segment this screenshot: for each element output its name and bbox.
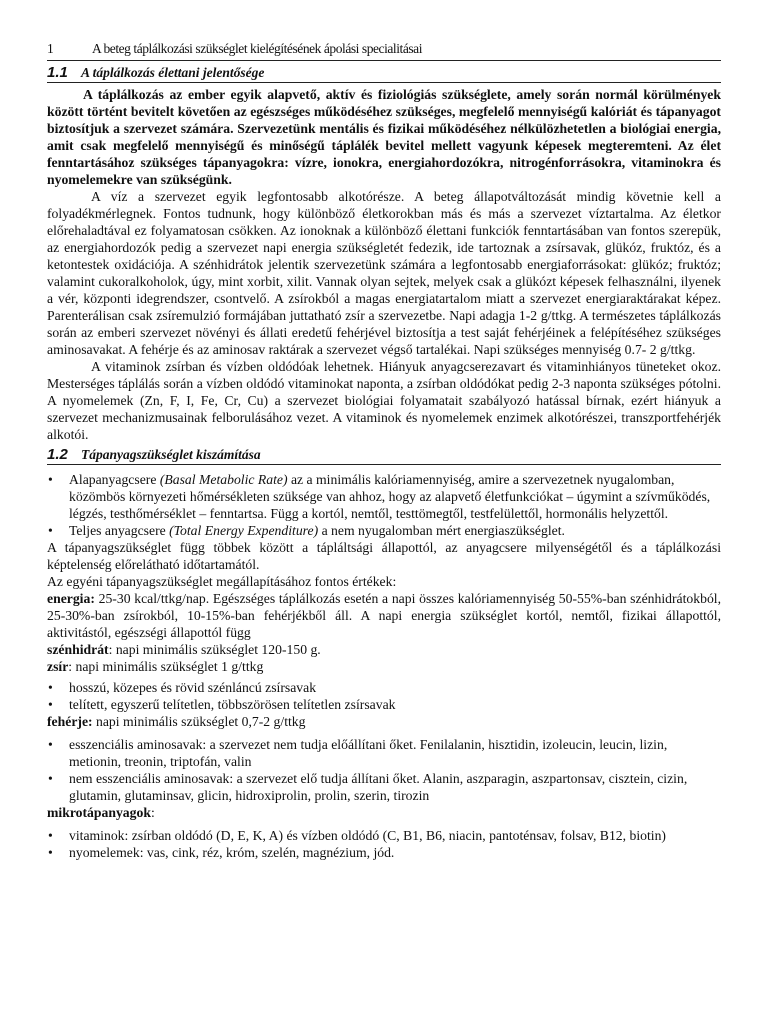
fat-text: : napi minimális szükséglet 1 g/ttkg — [68, 659, 264, 674]
section-heading-1-2 — [47, 443, 721, 464]
protein-line — [47, 713, 721, 730]
micro-list — [47, 827, 721, 861]
list-item: • nem esszenciális aminosavak: a szervezet elő tudja állítani őket. Alanin, aszparagin, aszpartonsav, cisztein, cizin, glutamin, glutaminsav, glicin, hidroxiprolin, prolin, szerin, tirozin — [47, 770, 721, 804]
tee-text: a nem nyugalomban mért energiaszükséglet. — [321, 523, 565, 538]
fat-label: zsír — [47, 659, 69, 674]
micro-colon: : — [150, 805, 155, 820]
fat-line — [47, 658, 721, 675]
micro-line — [47, 804, 721, 821]
document-page — [47, 40, 721, 861]
section-title: Tápanyagszükséglet kiszámítása — [81, 447, 261, 462]
water-paragraph: A víz a szervezet egyik legfontosabb alkotórésze. A beteg állapotváltozását mindig követnie kell a folyadékmérlegnek. Fontos tudnunk, hogy különböző életkorokban más és más a szervezet víztartalma. Az életkor előrehaladtával ez folyamatosan csökken. Az ionoknak a különböző élettani funkciók fenntartásában van fontos szerepük, az energiahordozók pedig a szervezet napi energia szükségletét fedezik, ide tartoznak a zsírsavak, glükóz, fruktóz, és a ketontestek oxidációja. A szénhidrátok jelentik szervezetünk számára a legfontosabb energiaforrásokat: glükóz; fruktóz; valamint cukoralkoholok, úgy, mint xorbit, xilit. Vannak olyan sejtek, melyek csak a glükózt képesek felhasználni, ilyenek a vér, központi idegrendszer, csontvelő. A zsírokból a magas energiatartalom miatt a szervezet energiaraktárakat képez. Parenterálisan csak zsíremulzió formájában juttatható zsír a szervezetbe. Napi adagja 1-2 g/ttkg. A természetes táplálkozás során az emberi szervezet növényi és állati eredetű fehérjével biztosítja a test saját fehérjéinek a felépítéséhez szükséges aminosavakat. A fehérje és az aminosav raktárak a szervezet végső tartalékai. Napi szükséges mennyiség 0.7- 2 g/ttkg. — [47, 189, 721, 357]
section-number: 1.1 — [47, 64, 68, 81]
section-title: A táplálkozás élettani jelentősége — [81, 65, 265, 80]
list-item: • esszenciális aminosavak: a szervezet nem tudja előállítani őket. Fenilalanin, hisztidin, izoleucin, leucin, lizin, metionin, treonin, triptofán, valin — [47, 736, 721, 770]
energy-label: energia: — [47, 591, 95, 606]
section-rule — [47, 82, 721, 83]
page-number: 1 — [47, 41, 54, 56]
energy-text: 25-30 kcal/ttkg/nap. Egészséges táplálkozás esetén a napi összes kalóriamennyiség 50-55%-ban szénhidrátokból, 25-30%-ban zsírokból, 10-15%-ban fehérjékből áll. A napi energia szükséglet kortól, nemtől, fizikai állapottól, aktivitástól, egészségi állapottól függ — [47, 591, 722, 640]
list-item — [47, 471, 721, 522]
running-title: A beteg táplálkozási szükséglet kielégítésének ápolási specialitásai — [92, 41, 423, 56]
individual-intro: Az egyéni tápanyagszükséglet megállapításához fontos értékek: — [47, 574, 397, 589]
running-header — [47, 40, 721, 60]
section-rule — [47, 464, 721, 465]
list-item: • hosszú, közepes és rövid szénláncú zsírsavak — [47, 679, 721, 696]
carb-text: : napi minimális szükséglet 120-150 g. — [108, 642, 321, 657]
fat-list — [47, 679, 721, 713]
list-item: • nyomelemek: vas, cink, réz, króm, szelén, magnézium, jód. — [47, 844, 721, 861]
list-item — [47, 522, 721, 539]
metabolism-list — [47, 471, 721, 539]
protein-list — [47, 736, 721, 804]
dependency-paragraph: A tápanyagszükséglet függ többek között a tápláltsági állapottól, az anyagcsere milyenségétől és a táplálkozási képtelenség előrelátható időtartamától. — [47, 540, 721, 572]
section-number: 1.2 — [47, 446, 68, 463]
energy-paragraph — [47, 590, 721, 641]
bmr-english: (Basal Metabolic Rate) — [159, 472, 288, 487]
list-item: • vitaminok: zsírban oldódó (D, E, K, A) és vízben oldódó (C, B1, B6, niacin, pantoténsav, folsav, B12, biotin) — [47, 827, 721, 844]
micro-label: mikrotápanyagok — [47, 805, 151, 820]
tee-english: (Total Energy Expenditure) — [169, 523, 319, 538]
protein-text: napi minimális szükséglet 0,7-2 g/ttkg — [96, 714, 306, 729]
protein-label: fehérje: — [47, 714, 93, 729]
bmr-text: az a minimális kalóriamennyiség, amire a szervezetnek nyugalomban, közömbös környezeti hőmérsékleten szüksége van ahhoz, hogy az alapvető életfunkciókat – úgymint a szívműködés, légzés, testhőmérséklet – fenntartsa. Függ a kortól, nemtől, testtömegtől, testfelülettől, hormonális helyzettől. — [69, 472, 711, 521]
carb-label: szénhidrát — [47, 642, 109, 657]
tee-term: Teljes anyagcsere — [69, 523, 166, 538]
vitamin-paragraph: A vitaminok zsírban és vízben oldódóak lehetnek. Hiányuk anyagcserezavart és vitaminhiányos tüneteket okoz. Mesterséges táplálás során a vízben oldódó vitaminokat naponta, a zsírban oldódókat pedig 2-3 naponta szükséges pótolni. A nyomelemek (Zn, F, I, Fe, Cr, Cu) a szervezet biológiai folyamatait szabályozó hatással bírnak, ezért hiányuk a szervezet mechanizmusainak felborulásához vezet. A vitaminok és nyomelemek enzimek alkotórészei, transzportfehérjék alkotói. — [47, 359, 721, 442]
section-heading-1-1 — [47, 61, 721, 82]
intro-paragraph: A táplálkozás az ember egyik alapvető, aktív és fiziológiás szükséglete, amely során normál körülmények között történt bevitelt követően az egészséges működéséhez szükséges, megfelelő mennyiségű kalóriát és tápanyagot biztosítjuk a szervezet számára. Szervezetünk mentális és fizikai működéséhez nélkülözhetetlen a biológiai energia, amit csak megfelelő mennyiségű és minőségű táplálék bevitel mellett vagyunk képesek megteremteni. Az élet fenntartásához szükséges tápanyagokra: vízre, ionokra, energiahordozókra, nitrogénforrásokra, vitaminokra és nyomelemekre van szükségünk. — [47, 87, 721, 187]
carb-line — [47, 641, 721, 658]
bmr-term: Alapanyagcsere — [69, 472, 157, 487]
list-item: • telített, egyszerű telítetlen, többszörösen telítetlen zsírsavak — [47, 696, 721, 713]
